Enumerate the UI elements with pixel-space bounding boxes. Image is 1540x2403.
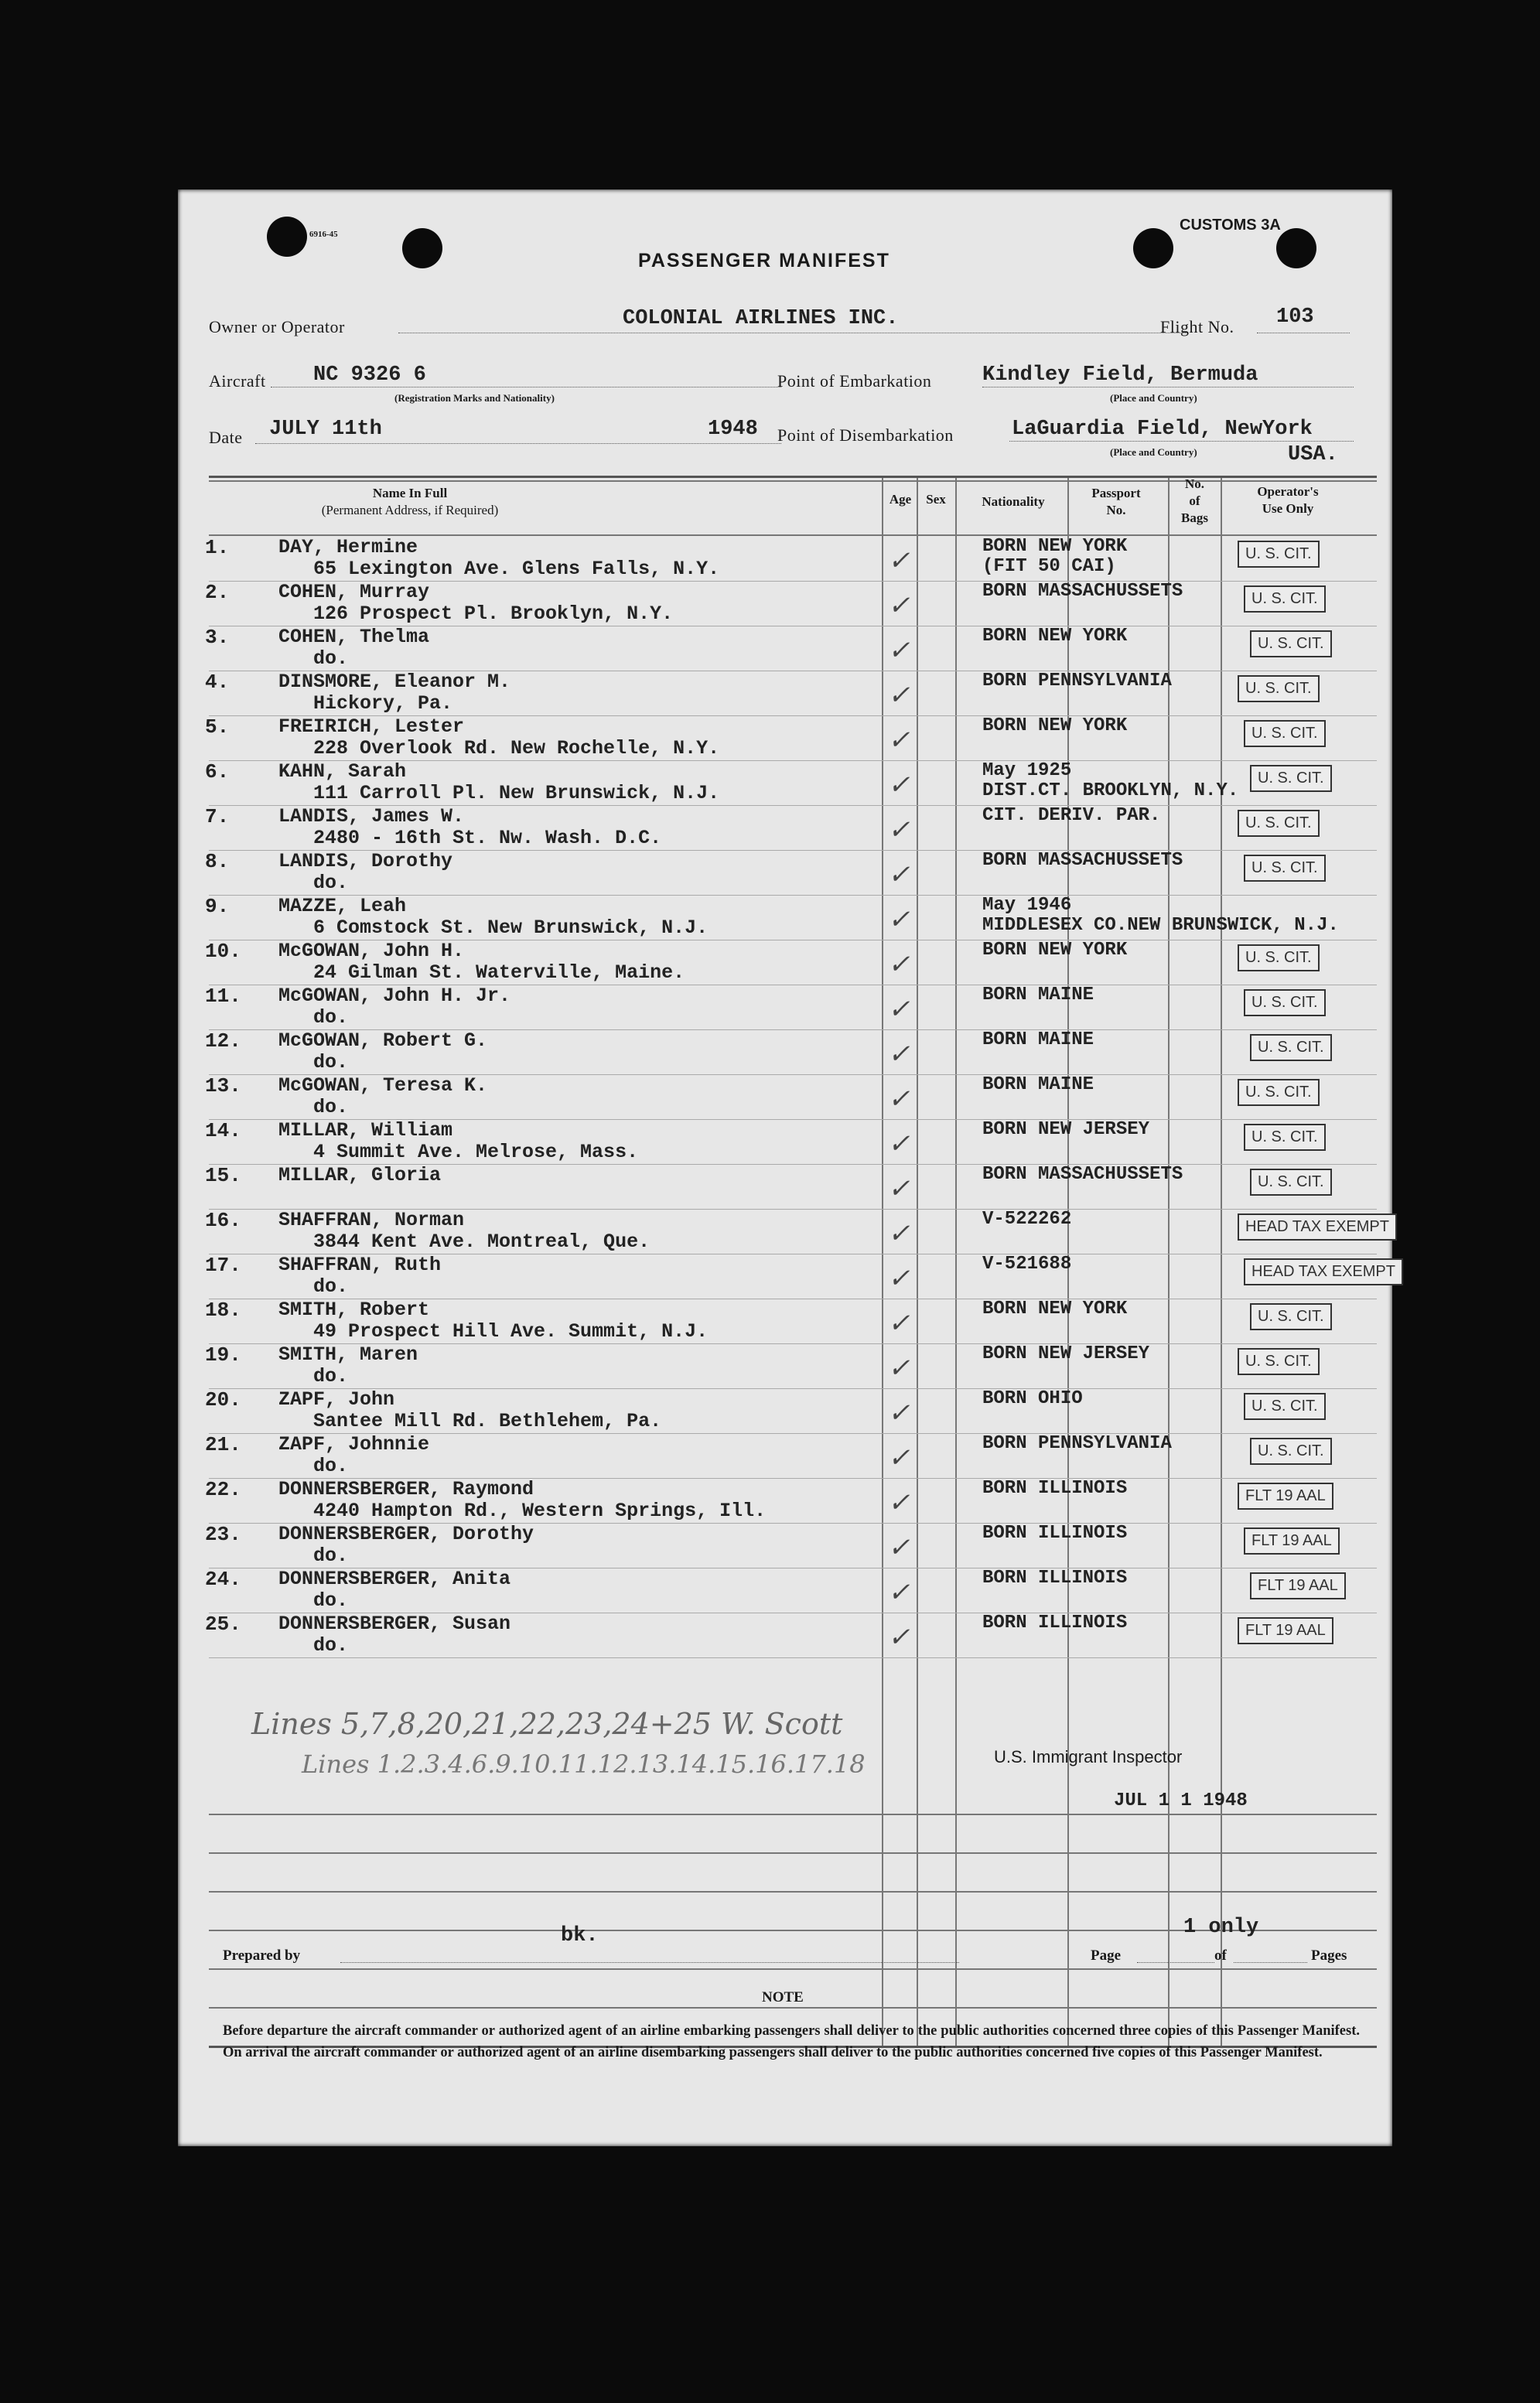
note-text: Before departure the aircraft commander or authorized agent of an airline embarking passengers shall deliver to the public authorities concerned three copies of this Passenger Manifest. On arrival the aircraft commander or authorized agent of an airline disembarking passengers shall deliver to the public authorities concerned five copies of this Passenger Manifest. [223, 2023, 1360, 2060]
passenger-nationality: BORN NEW YORK [982, 940, 1128, 961]
passenger-nationality: BORN ILLINOIS [982, 1523, 1128, 1544]
passenger-nationality: V-522262 [982, 1209, 1072, 1230]
passenger-nationality: BORN MAINE [982, 985, 1094, 1005]
passenger-name: SMITH, Robert [278, 1299, 430, 1321]
col-nationality-header: Nationality [982, 494, 1045, 509]
embark-label: Point of Embarkation [777, 371, 932, 391]
passenger-nationality: BORN PENNSYLVANIA [982, 1433, 1172, 1454]
passenger-address: do. [313, 1589, 349, 1612]
page-title: PASSENGER MANIFEST [638, 250, 890, 271]
page-value: 1 only [1183, 1916, 1259, 1939]
manifest-page [178, 189, 1395, 2146]
operator-stamp: U. S. CIT. [1238, 810, 1320, 837]
passenger-nationality: BORN NEW YORK [982, 536, 1128, 557]
passenger-name: DONNERSBERGER, Raymond [278, 1478, 534, 1500]
disembark-value2: USA. [1288, 443, 1338, 466]
passenger-nationality-detail: MIDDLESEX CO.NEW BRUNSWICK, N.J. [982, 915, 1339, 936]
row-number: 12. [205, 1029, 241, 1053]
passenger-name: MAZZE, Leah [278, 895, 407, 917]
passenger-nationality: BORN MASSACHUSSETS [982, 581, 1183, 602]
age-checkmark: ✓ [888, 859, 910, 890]
passenger-address: do. [313, 1545, 349, 1567]
year-value: 1948 [708, 418, 758, 441]
age-checkmark: ✓ [888, 904, 910, 935]
age-checkmark: ✓ [888, 949, 910, 980]
aircraft-label: Aircraft [209, 371, 266, 391]
age-checkmark: ✓ [888, 1263, 910, 1294]
passenger-address: 65 Lexington Ave. Glens Falls, N.Y. [313, 558, 720, 580]
operator-stamp: U. S. CIT. [1250, 1438, 1332, 1465]
age-checkmark: ✓ [888, 994, 910, 1025]
punch-hole [267, 217, 307, 257]
operator-stamp: FLT 19 AAL [1238, 1483, 1333, 1510]
col-passport-header: Passport No. [1091, 486, 1141, 517]
operator-stamp: U. S. CIT. [1244, 989, 1326, 1016]
punch-hole [1133, 228, 1173, 268]
passenger-name: DAY, Hermine [278, 536, 418, 558]
operator-stamp: U. S. CIT. [1238, 541, 1320, 568]
prepared-by-value: bk. [561, 1924, 599, 1947]
operator-stamp: U. S. CIT. [1244, 720, 1326, 747]
passenger-address: 49 Prospect Hill Ave. Summit, N.J. [313, 1320, 709, 1343]
passenger-address: 24 Gilman St. Waterville, Maine. [313, 961, 685, 984]
passenger-nationality: BORN ILLINOIS [982, 1613, 1128, 1633]
passenger-nationality: BORN ILLINOIS [982, 1568, 1128, 1589]
inspection-date-stamp: JUL 1 1 1948 [1114, 1790, 1248, 1811]
passenger-address: 4 Summit Ave. Melrose, Mass. [313, 1141, 639, 1163]
age-checkmark: ✓ [888, 1308, 910, 1339]
punch-hole [1276, 228, 1316, 268]
embark-value: Kindley Field, Bermuda [982, 364, 1258, 387]
passenger-nationality: May 1946 [982, 895, 1072, 916]
operator-stamp: U. S. CIT. [1250, 765, 1332, 792]
passenger-name: ZAPF, John [278, 1388, 395, 1411]
row-number: 23. [205, 1523, 241, 1546]
aircraft-value: NC 9326 6 [313, 364, 426, 387]
age-checkmark: ✓ [888, 814, 910, 845]
age-checkmark: ✓ [888, 725, 910, 756]
age-checkmark: ✓ [888, 1173, 910, 1204]
operator-stamp: U. S. CIT. [1238, 675, 1320, 702]
age-checkmark: ✓ [888, 1128, 910, 1159]
passenger-address: Hickory, Pa. [313, 692, 453, 715]
passenger-nationality: BORN PENNSYLVANIA [982, 671, 1172, 691]
row-number: 24. [205, 1568, 241, 1591]
page-label: Page [1091, 1947, 1122, 1964]
owner-label: Owner or Operator [209, 317, 345, 336]
age-checkmark: ✓ [888, 635, 910, 666]
passenger-name: McGOWAN, John H. [278, 940, 465, 962]
passenger-nationality: BORN OHIO [982, 1388, 1083, 1409]
date-label: Date [209, 428, 243, 447]
passenger-address: 3844 Kent Ave. Montreal, Que. [313, 1231, 650, 1253]
operator-stamp: U. S. CIT. [1250, 630, 1332, 657]
operator-stamp: U. S. CIT. [1244, 1124, 1326, 1151]
passenger-name: McGOWAN, John H. Jr. [278, 985, 511, 1007]
operator-stamp: HEAD TAX EXEMPT [1244, 1258, 1403, 1285]
customs-label: CUSTOMS 3A [1180, 217, 1281, 234]
passenger-nationality: BORN MAINE [982, 1074, 1094, 1095]
row-number: 7. [205, 805, 230, 828]
col-sex-header: Sex [926, 492, 946, 507]
row-number: 17. [205, 1254, 241, 1277]
handwritten-note-1: Lines 5,7,8,20,21,22,23,24+25 W. Scott [251, 1707, 843, 1741]
age-checkmark: ✓ [888, 1084, 910, 1114]
row-number: 8. [205, 850, 230, 873]
age-checkmark: ✓ [888, 1039, 910, 1070]
passenger-name: LANDIS, James W. [278, 805, 465, 828]
form-number: 6916-45 [309, 230, 338, 239]
passenger-address: do. [313, 1365, 349, 1388]
handwritten-note-2: Lines 1.2.3.4.6.9.10.11.12.13.14.15.16.17.18 [302, 1749, 866, 1779]
passenger-nationality: BORN MASSACHUSSETS [982, 850, 1183, 871]
passenger-nationality: May 1925 [982, 760, 1072, 781]
row-number: 15. [205, 1164, 241, 1187]
note-title: NOTE [762, 1989, 804, 2005]
passenger-address: do. [313, 1455, 349, 1477]
row-number: 6. [205, 760, 230, 783]
passenger-name: McGOWAN, Teresa K. [278, 1074, 488, 1097]
passenger-address: 228 Overlook Rd. New Rochelle, N.Y. [313, 737, 720, 759]
operator-stamp: U. S. CIT. [1250, 1303, 1332, 1330]
disembark-value: LaGuardia Field, NewYork [1012, 418, 1313, 441]
row-number: 21. [205, 1433, 241, 1456]
age-checkmark: ✓ [888, 1622, 910, 1653]
embark-sub: (Place and Country) [1110, 392, 1197, 404]
row-number: 20. [205, 1388, 241, 1411]
passenger-address: do. [313, 1006, 349, 1029]
passenger-nationality: BORN ILLINOIS [982, 1478, 1128, 1499]
passenger-address: do. [313, 647, 349, 670]
passenger-name: DONNERSBERGER, Susan [278, 1613, 511, 1635]
row-number: 10. [205, 940, 241, 963]
passenger-name: McGOWAN, Robert G. [278, 1029, 488, 1052]
operator-stamp: U. S. CIT. [1238, 944, 1320, 971]
passenger-name: DINSMORE, Eleanor M. [278, 671, 511, 693]
passenger-name: KAHN, Sarah [278, 760, 407, 783]
passenger-nationality: BORN MAINE [982, 1029, 1094, 1050]
operator-stamp: U. S. CIT. [1244, 1393, 1326, 1420]
row-number: 22. [205, 1478, 241, 1501]
col-age-header: Age [889, 492, 912, 507]
flight-value: 103 [1276, 305, 1314, 329]
age-checkmark: ✓ [888, 1532, 910, 1563]
inspector-label: U.S. Immigrant Inspector [994, 1747, 1183, 1766]
passenger-address: 126 Prospect Pl. Brooklyn, N.Y. [313, 602, 674, 625]
age-checkmark: ✓ [888, 1398, 910, 1428]
operator-stamp: U. S. CIT. [1238, 1079, 1320, 1106]
operator-stamp: FLT 19 AAL [1250, 1572, 1346, 1599]
flight-label: Flight No. [1160, 317, 1234, 336]
passenger-name: FREIRICH, Lester [278, 715, 465, 738]
col-name-header: Name In Full (Permanent Address, if Required) [321, 486, 499, 517]
passenger-address: do. [313, 1275, 349, 1298]
passenger-name: MILLAR, Gloria [278, 1164, 442, 1186]
age-checkmark: ✓ [888, 545, 910, 576]
passenger-address: 2480 - 16th St. Nw. Wash. D.C. [313, 827, 662, 849]
passenger-address: do. [313, 1051, 349, 1073]
passenger-nationality: BORN NEW JERSEY [982, 1119, 1150, 1140]
passenger-name: COHEN, Thelma [278, 626, 430, 648]
col-bags-header: No. of Bags [1181, 476, 1208, 525]
pages-label: Pages [1311, 1947, 1347, 1964]
passenger-address: do. [313, 872, 349, 894]
passenger-address: 4240 Hampton Rd., Western Springs, Ill. [313, 1500, 767, 1522]
row-number: 18. [205, 1299, 241, 1322]
age-checkmark: ✓ [888, 770, 910, 800]
age-checkmark: ✓ [888, 680, 910, 711]
aircraft-sub: (Registration Marks and Nationality) [394, 392, 555, 404]
of-label: of [1214, 1947, 1227, 1964]
passenger-name: SMITH, Maren [278, 1343, 418, 1366]
disembark-sub: (Place and Country) [1110, 446, 1197, 458]
passenger-address: Santee Mill Rd. Bethlehem, Pa. [313, 1410, 662, 1432]
operator-stamp: U. S. CIT. [1244, 855, 1326, 882]
passenger-nationality: BORN NEW YORK [982, 715, 1128, 736]
punch-hole [402, 228, 442, 268]
age-checkmark: ✓ [888, 1442, 910, 1473]
passenger-nationality: V-521688 [982, 1254, 1072, 1275]
operator-stamp: FLT 19 AAL [1244, 1527, 1340, 1555]
owner-value: COLONIAL AIRLINES INC. [623, 307, 899, 330]
passenger-nationality: CIT. DERIV. PAR. [982, 805, 1161, 826]
row-number: 4. [205, 671, 230, 694]
row-number: 11. [205, 985, 241, 1008]
passenger-name: LANDIS, Dorothy [278, 850, 453, 872]
passenger-name: DONNERSBERGER, Anita [278, 1568, 511, 1590]
operator-stamp: U. S. CIT. [1250, 1169, 1332, 1196]
passenger-address: do. [313, 1634, 349, 1657]
age-checkmark: ✓ [888, 1218, 910, 1249]
row-number: 13. [205, 1074, 241, 1097]
passenger-nationality-detail: DIST.CT. BROOKLYN, N.Y. [982, 780, 1239, 801]
operator-stamp: U. S. CIT. [1244, 585, 1326, 613]
row-number: 2. [205, 581, 230, 604]
row-number: 16. [205, 1209, 241, 1232]
passenger-name: ZAPF, Johnnie [278, 1433, 430, 1456]
passenger-nationality: BORN MASSACHUSSETS [982, 1164, 1183, 1185]
date-value: JULY 11th [269, 418, 382, 441]
row-divider [209, 1657, 1377, 1658]
operator-stamp: U. S. CIT. [1238, 1348, 1320, 1375]
disembark-label: Point of Disembarkation [777, 425, 954, 445]
passenger-nationality: BORN NEW YORK [982, 1299, 1128, 1319]
operator-stamp: FLT 19 AAL [1238, 1617, 1333, 1644]
age-checkmark: ✓ [888, 1577, 910, 1608]
row-number: 3. [205, 626, 230, 649]
row-number: 19. [205, 1343, 241, 1367]
passenger-nationality: BORN NEW YORK [982, 626, 1128, 647]
age-checkmark: ✓ [888, 590, 910, 621]
row-number: 1. [205, 536, 230, 559]
passenger-address: do. [313, 1096, 349, 1118]
passenger-name: SHAFFRAN, Norman [278, 1209, 465, 1231]
prepared-by-label: Prepared by [223, 1947, 301, 1964]
row-number: 9. [205, 895, 230, 918]
passenger-address: 6 Comstock St. New Brunswick, N.J. [313, 916, 709, 939]
passenger-name: COHEN, Murray [278, 581, 430, 603]
passenger-address: 111 Carroll Pl. New Brunswick, N.J. [313, 782, 720, 804]
passenger-name: MILLAR, William [278, 1119, 453, 1142]
operator-stamp: HEAD TAX EXEMPT [1238, 1213, 1397, 1241]
row-number: 5. [205, 715, 230, 739]
row-number: 25. [205, 1613, 241, 1636]
age-checkmark: ✓ [888, 1353, 910, 1384]
passenger-name: SHAFFRAN, Ruth [278, 1254, 442, 1276]
passenger-nationality-detail: (FIT 50 CAI) [982, 556, 1116, 577]
row-number: 14. [205, 1119, 241, 1142]
age-checkmark: ✓ [888, 1487, 910, 1518]
operator-stamp: U. S. CIT. [1250, 1034, 1332, 1061]
passenger-name: DONNERSBERGER, Dorothy [278, 1523, 534, 1545]
passenger-nationality: BORN NEW JERSEY [982, 1343, 1150, 1364]
col-operator-header: Operator's Use Only [1257, 484, 1319, 516]
